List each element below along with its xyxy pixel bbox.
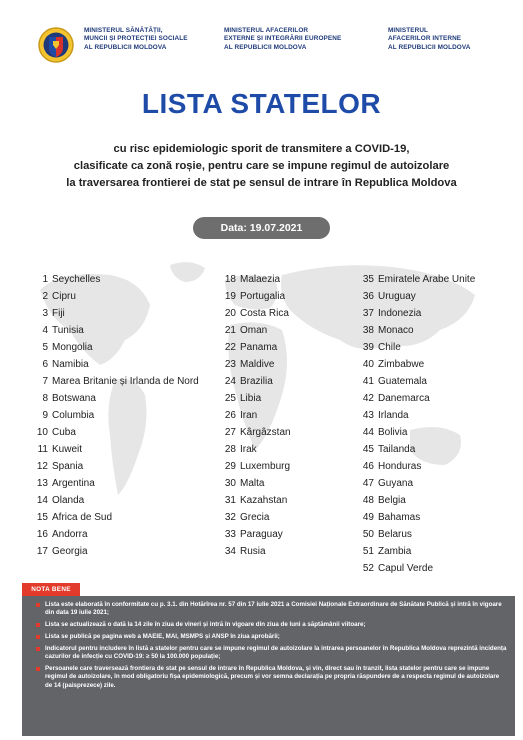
- item-number: 31: [224, 495, 236, 506]
- list-item: [216, 509, 356, 526]
- country-name: Namibia: [52, 359, 89, 370]
- country-name: Belgia: [378, 495, 406, 506]
- list-item: [216, 288, 356, 305]
- item-number: 29: [224, 461, 236, 472]
- item-number: 47: [362, 478, 374, 489]
- item-number: 32: [224, 512, 236, 523]
- list-item: [354, 526, 514, 543]
- list-item: [354, 288, 514, 305]
- list-item: [354, 560, 514, 577]
- list-item: [354, 458, 514, 475]
- ministry-line: AL REPUBLICII MOLDOVA: [388, 43, 471, 51]
- item-number: 35: [362, 274, 374, 285]
- country-name: Paraguay: [240, 529, 283, 540]
- list-item: [216, 390, 356, 407]
- item-number: 28: [224, 444, 236, 455]
- list-item: [216, 475, 356, 492]
- country-name: Emiratele Arabe Unite: [378, 274, 476, 285]
- item-number: 30: [224, 478, 236, 489]
- country-name: Guatemala: [378, 376, 427, 387]
- item-number: 48: [362, 495, 374, 506]
- country-name: Cuba: [52, 427, 76, 438]
- subtitle-line: la traversarea frontierei de stat pe sensul de intrare în Republica Moldova: [66, 177, 457, 189]
- list-item: [354, 356, 514, 373]
- country-name: Spania: [52, 461, 84, 472]
- item-number: 20: [224, 308, 236, 319]
- country-name: Tailanda: [378, 444, 416, 455]
- country-column-3: [354, 271, 514, 577]
- list-item: [354, 492, 514, 509]
- item-number: 16: [36, 529, 48, 540]
- item-number: 1: [42, 274, 48, 285]
- list-item: [354, 305, 514, 322]
- item-number: 38: [362, 325, 374, 336]
- country-name: Honduras: [378, 461, 422, 472]
- country-name: Tunisia: [52, 325, 84, 336]
- country-name: Zimbabwe: [378, 359, 425, 370]
- item-number: 19: [224, 291, 236, 302]
- item-number: 36: [362, 291, 374, 302]
- ministry-line: MINISTERUL SĂNĂTĂȚII,: [84, 27, 163, 34]
- list-item: [354, 407, 514, 424]
- country-name: Columbia: [52, 410, 95, 421]
- list-item: [28, 458, 218, 475]
- country-name: Bolivia: [378, 427, 408, 438]
- country-name: Bahamas: [378, 512, 421, 523]
- item-number: 33: [224, 529, 236, 540]
- ministry-line: MUNCII ȘI PROTECȚIEI SOCIALE: [84, 35, 188, 43]
- country-name: Marea Britanie și Irlanda de Nord: [52, 376, 199, 387]
- list-item: [28, 424, 218, 441]
- list-item: [216, 373, 356, 390]
- list-item: [28, 526, 218, 543]
- subtitle-line: cu risc epidemiologic sporit de transmitere a COVID-19,: [113, 143, 410, 155]
- list-item: [354, 390, 514, 407]
- item-number: 2: [42, 291, 48, 302]
- ministry-line: AL REPUBLICII MOLDOVA: [84, 43, 167, 51]
- list-item: [28, 390, 218, 407]
- nota-bullet: Lista este elaborată în conformitate cu p. 3.1. din Hotărîrea nr. 57 din 17 iulie 2021 a Comisiei Naționale Extraordinare de Sănătate Publică și intră în vigoare din data 19 iulie 2021;: [36, 601, 507, 618]
- item-number: 51: [362, 546, 374, 557]
- list-item: [28, 407, 218, 424]
- item-number: 26: [224, 410, 236, 421]
- item-number: 44: [362, 427, 374, 438]
- item-number: 6: [42, 359, 48, 370]
- date-badge: Data: 19.07.2021: [193, 217, 330, 239]
- list-item: [354, 441, 514, 458]
- list-item: [216, 356, 356, 373]
- country-name: Uruguay: [378, 291, 416, 302]
- country-name: Cipru: [52, 291, 76, 302]
- country-name: Grecia: [240, 512, 270, 523]
- item-number: 50: [362, 529, 374, 540]
- item-number: 9: [42, 410, 48, 421]
- list-item: [354, 424, 514, 441]
- country-name: Zambia: [378, 546, 412, 557]
- country-name: Guyana: [378, 478, 414, 489]
- list-item: [28, 441, 218, 458]
- list-item: [354, 271, 514, 288]
- country-name: Maldive: [240, 359, 275, 370]
- subtitle-line: clasificate ca zonă roșie, pentru care se impune regimul de autoizolare: [73, 160, 450, 172]
- country-name: Fiji: [52, 308, 65, 319]
- country-name: Indonezia: [378, 308, 422, 319]
- item-number: 39: [362, 342, 374, 353]
- list-item: [28, 475, 218, 492]
- list-item: [28, 322, 218, 339]
- item-number: 3: [42, 308, 48, 319]
- list-item: [216, 271, 356, 288]
- item-number: 18: [224, 274, 236, 285]
- nota-bullet: Indicatorul pentru includere în listă a statelor pentru care se impune regimul de autoizolare la intrarea persoanelor în Republica Moldova reprezintă incidența cazurilor de infecție cu COVID-19: ≥ 50 la 100.000 populație;: [36, 645, 507, 662]
- list-item: [354, 373, 514, 390]
- list-item: [28, 373, 218, 390]
- item-number: 24: [224, 376, 236, 387]
- country-name: Kazahstan: [240, 495, 288, 506]
- country-name: Capul Verde: [378, 563, 434, 574]
- item-number: 34: [224, 546, 236, 557]
- ministry-line: EXTERNE ȘI INTEGRĂRII EUROPENE: [224, 35, 342, 43]
- country-name: Libia: [240, 393, 262, 404]
- country-name: Iran: [240, 410, 258, 421]
- item-number: 45: [362, 444, 374, 455]
- country-name: Rusia: [240, 546, 266, 557]
- page-title: LISTA STATELOR: [141, 88, 382, 119]
- item-number: 46: [362, 461, 374, 472]
- page-subtitle: [20, 141, 503, 192]
- country-name: Danemarca: [378, 393, 430, 404]
- list-item: [216, 322, 356, 339]
- list-item: [28, 492, 218, 509]
- ministry-line: MINISTERUL: [388, 27, 429, 34]
- item-number: 17: [36, 546, 48, 557]
- list-item: [216, 339, 356, 356]
- item-number: 41: [362, 376, 374, 387]
- country-name: Malaezia: [240, 274, 281, 285]
- country-name: Monaco: [378, 325, 414, 336]
- country-name: Luxemburg: [240, 461, 291, 472]
- ministry-line: AL REPUBLICII MOLDOVA: [224, 43, 307, 51]
- country-column-1: [28, 271, 218, 560]
- ministry-health: [84, 27, 214, 52]
- item-number: 5: [42, 342, 48, 353]
- item-number: 4: [42, 325, 48, 336]
- item-number: 40: [362, 359, 374, 370]
- item-number: 11: [37, 444, 48, 455]
- country-name: Argentina: [52, 478, 95, 489]
- item-number: 37: [362, 308, 374, 319]
- country-name: Africa de Sud: [52, 512, 113, 523]
- item-number: 52: [362, 563, 374, 574]
- list-item: [28, 543, 218, 560]
- ministry-foreign-affairs: [224, 27, 374, 52]
- list-item: [216, 441, 356, 458]
- country-name: Mongolia: [52, 342, 93, 353]
- country-name: Irak: [240, 444, 257, 455]
- item-number: 21: [224, 325, 236, 336]
- list-item: [216, 543, 356, 560]
- country-name: Kuweit: [52, 444, 83, 455]
- list-item: [28, 288, 218, 305]
- country-name: Olanda: [52, 495, 85, 506]
- coat-of-arms-icon: [38, 24, 74, 66]
- country-name: Andorra: [52, 529, 88, 540]
- item-number: 43: [362, 410, 374, 421]
- item-number: 15: [36, 512, 48, 523]
- item-number: 10: [36, 427, 48, 438]
- list-item: [28, 271, 218, 288]
- list-item: [28, 339, 218, 356]
- country-name: Georgia: [52, 546, 88, 557]
- item-number: 13: [36, 478, 48, 489]
- list-item: [354, 509, 514, 526]
- country-name: Belarus: [378, 529, 412, 540]
- country-name: Irlanda: [378, 410, 409, 421]
- country-name: Portugalia: [240, 291, 286, 302]
- list-item: [216, 424, 356, 441]
- country-name: Chile: [378, 342, 401, 353]
- header: [38, 24, 508, 70]
- list-item: [216, 407, 356, 424]
- country-name: Malta: [240, 478, 265, 489]
- item-number: 12: [36, 461, 48, 472]
- country-column-2: [216, 271, 356, 560]
- list-item: [216, 458, 356, 475]
- item-number: 22: [224, 342, 236, 353]
- list-item: [354, 322, 514, 339]
- nota-bullet: Lista se actualizează o dată la 14 zile în ziua de vineri și intră în vigoare din ziua de luni a săptămânii viitoare;: [36, 621, 507, 629]
- list-item: [216, 305, 356, 322]
- country-name: Oman: [240, 325, 268, 336]
- ministry-internal-affairs: [388, 27, 508, 52]
- list-item: [28, 509, 218, 526]
- nota-bene-label: NOTA BENE: [22, 583, 80, 596]
- item-number: 14: [36, 495, 48, 506]
- nota-bullet: Lista se publică pe pagina web a MAEIE, MAI, MSMPS și ANSP în ziua aprobării;: [36, 633, 507, 641]
- list-item: [354, 475, 514, 492]
- list-item: [28, 305, 218, 322]
- item-number: 49: [362, 512, 374, 523]
- ministry-line: MINISTERUL AFACERILOR: [224, 27, 309, 34]
- item-number: 7: [42, 376, 48, 387]
- country-name: Kârgâzstan: [240, 427, 291, 438]
- list-item: [354, 543, 514, 560]
- country-name: Costa Rica: [240, 308, 289, 319]
- item-number: 8: [42, 393, 48, 404]
- country-name: Botswana: [52, 393, 96, 404]
- list-item: [216, 492, 356, 509]
- nota-bene-box: [22, 596, 515, 736]
- country-name: Brazilia: [240, 376, 273, 387]
- list-item: [28, 356, 218, 373]
- item-number: 42: [362, 393, 374, 404]
- list-item: [216, 526, 356, 543]
- nota-bullet: Persoanele care traversează frontiera de stat pe sensul de intrare în Republica Moldova, și vin, direct sau în tranzit, lista statelor pentru care se impune regimul de autoizolare, în mod obligatoriu fișa epidemiologică, precum și vor semna declarația pe propria răspundere de a respecta regimul de autoizolare de 14 (paisprezece) zile.: [36, 665, 507, 690]
- list-item: [354, 339, 514, 356]
- item-number: 25: [224, 393, 236, 404]
- country-name: Seychelles: [52, 274, 101, 285]
- item-number: 27: [224, 427, 236, 438]
- country-name: Panama: [240, 342, 278, 353]
- item-number: 23: [224, 359, 236, 370]
- ministry-line: AFACERILOR INTERNE: [388, 35, 462, 43]
